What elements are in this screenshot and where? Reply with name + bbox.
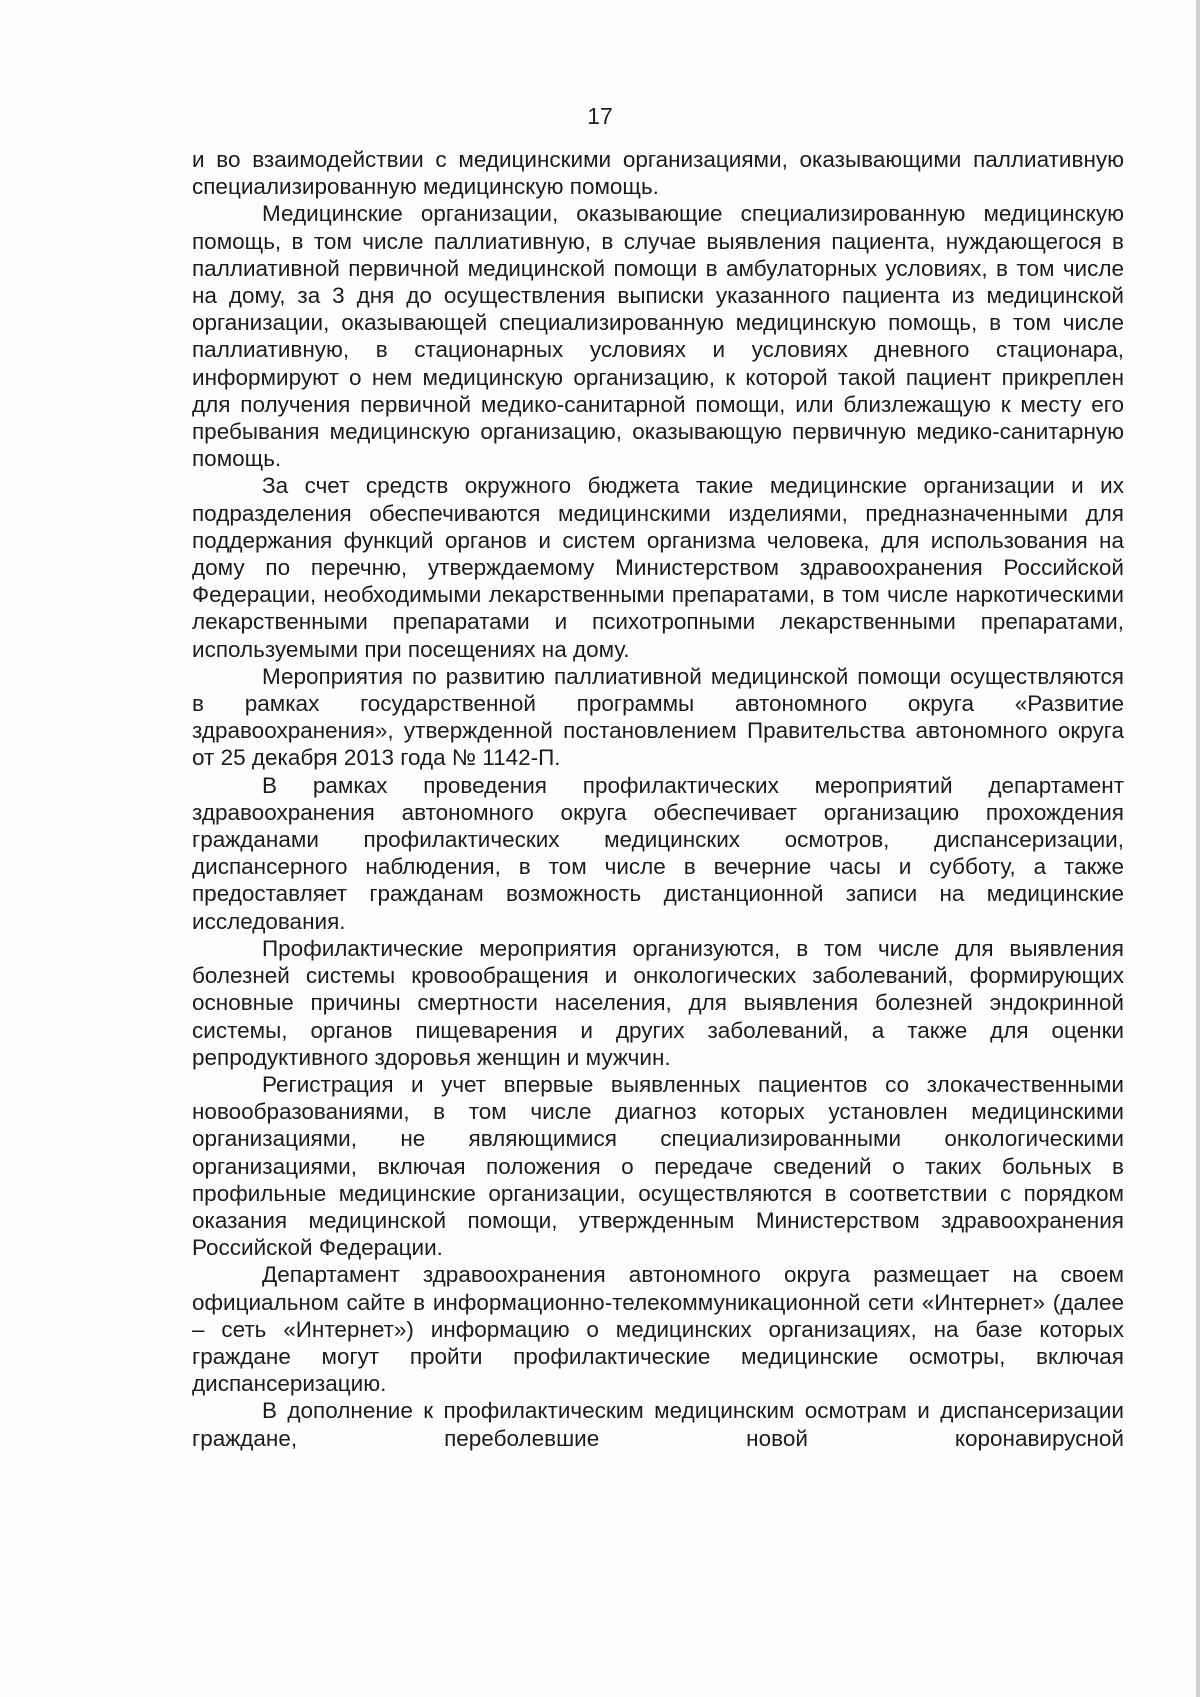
paragraph-palliative-discharge: Медицинские организации, оказывающие специализированную медицинскую помощь, в том числе паллиативную, в случае выявления пациента, нуждающегося в паллиативной первичной медицинской помощи в амбулаторных условиях, в том числе на дому, за 3 дня до осуществления выписки указанного пациента из медицинской организации, оказывающей специализированную медицинскую помощь, в том числе паллиативную, в стационарных условиях и условиях дневного стационара, информируют о нем медицинскую организацию, к которой такой пациент прикреплен для получения первичной медико-санитарной помощи, или близлежащую к месту его пребывания медицинскую организацию, оказывающую первичную медико-санитарную помощь. — [192, 201, 1124, 472]
paragraph-internet-info: Департамент здравоохранения автономного округа размещает на своем официальном сайте в информационно-телекоммуникационной сети «Интернет» (далее – сеть «Интернет») информацию о медицинских организациях, на базе которых граждане могут пройти профилактические медицинские осмотры, включая диспансеризацию. — [192, 1262, 1124, 1397]
paragraph-continuation: и во взаимодействии с медицинскими организациями, оказывающими паллиативную специализированную медицинскую помощь. — [192, 147, 1124, 200]
page-edge-shadow — [1196, 0, 1200, 1697]
document-body — [192, 146, 1124, 1452]
paragraph-district-budget: За счет средств окружного бюджета такие медицинские организации и их подразделения обеспечиваются медицинскими изделиями, предназначенными для поддержания функций органов и систем организма человека, для использования на дому по перечню, утверждаемому Министерством здравоохранения Российской Федерации, необходимыми лекарственными препаратами, в том числе наркотическими лекарственными препаратами и психотропными лекарственными препаратами, используемыми при посещениях на дому. — [192, 473, 1124, 662]
paragraph-preventive-measures: В рамках проведения профилактических мероприятий департамент здравоохранения автономного округа обеспечивает организацию прохождения гражданами профилактических медицинских осмотров, диспансеризации, диспансерного наблюдения, в том числе в вечерние часы и субботу, а также предоставляет гражданам возможность дистанционной записи на медицинские исследования. — [192, 772, 1124, 934]
paragraph-preventive-diseases: Профилактические мероприятия организуются, в том числе для выявления болезней системы кровообращения и онкологических заболеваний, формирующих основные причины смертности населения, для выявления болезней эндокринной системы, органов пищеварения и других заболеваний, а также для оценки репродуктивного здоровья женщин и мужчин. — [192, 935, 1124, 1070]
paragraph-oncology-registration: Регистрация и учет впервые выявленных пациентов со злокачественными новообразованиями, в том числе диагноз которых установлен медицинскими организациями, не являющимися специализированными онкологическими организациями, включая положения о передаче сведений о таких больных в профильные медицинские организации, осуществляются в соответствии с порядком оказания медицинской помощи, утвержденным Министерством здравоохранения Российской Федерации. — [192, 1071, 1124, 1261]
paragraph-coronavirus: В дополнение к профилактическим медицинским осмотрам и диспансеризации граждане, переболевшие новой коронавирусной — [192, 1398, 1124, 1451]
paragraph-palliative-program: Мероприятия по развитию паллиативной медицинской помощи осуществляются в рамках государственной программы автономного округа «Развитие здравоохранения», утвержденной постановлением Правительства автономного округа от 25 декабря 2013 года № 1142-П. — [192, 663, 1124, 771]
page-number: 17 — [587, 103, 613, 129]
